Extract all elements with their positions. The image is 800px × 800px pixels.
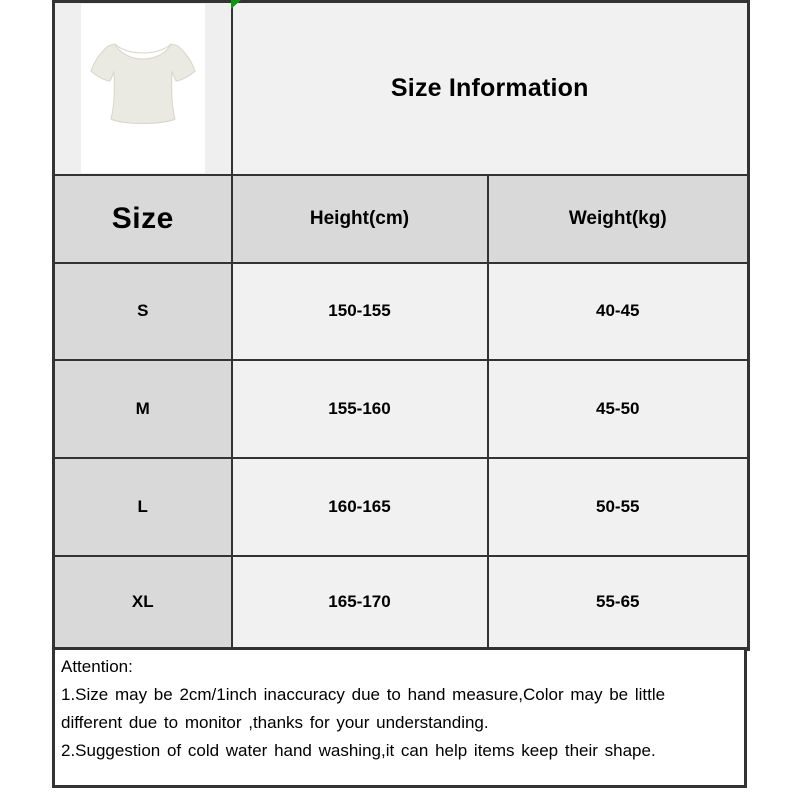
weight-value: 45-50 — [488, 360, 749, 458]
attention-line: 1.Size may be 2cm/1inch inaccuracy due to hand measure,Color may be little — [61, 685, 666, 704]
attention-line: 2.Suggestion of cold water hand washing,it can help items keep their shape. — [61, 741, 656, 760]
weight-value: 55-65 — [488, 556, 749, 650]
height-value: 150-155 — [232, 263, 488, 360]
size-label: S — [54, 263, 232, 360]
table-row-l — [54, 458, 749, 556]
attention-line: different due to monitor ,thanks for your understanding. — [61, 713, 489, 732]
header-row — [54, 2, 749, 175]
table-row-m — [54, 360, 749, 458]
table-row-xl — [54, 556, 749, 650]
green-corner-flag-icon — [231, 0, 241, 9]
height-value: 160-165 — [232, 458, 488, 556]
column-header-row — [54, 175, 749, 263]
table-row-s — [54, 263, 749, 360]
size-label: L — [54, 458, 232, 556]
attention-note — [52, 647, 747, 788]
height-value: 165-170 — [232, 556, 488, 650]
attention-title: Attention: — [61, 657, 133, 676]
weight-value: 50-55 — [488, 458, 749, 556]
size-label: XL — [54, 556, 232, 650]
crop-top-tshirt-icon — [81, 4, 205, 173]
column-header-height: Height(cm) — [232, 175, 488, 263]
height-value: 155-160 — [232, 360, 488, 458]
weight-value: 40-45 — [488, 263, 749, 360]
size-label: M — [54, 360, 232, 458]
column-header-size: Size — [54, 175, 232, 263]
size-chart-table — [52, 0, 750, 651]
product-photo-cell — [54, 2, 232, 175]
page-title: Size Information — [232, 2, 749, 175]
column-header-weight: Weight(kg) — [488, 175, 749, 263]
product-photo — [81, 4, 205, 173]
